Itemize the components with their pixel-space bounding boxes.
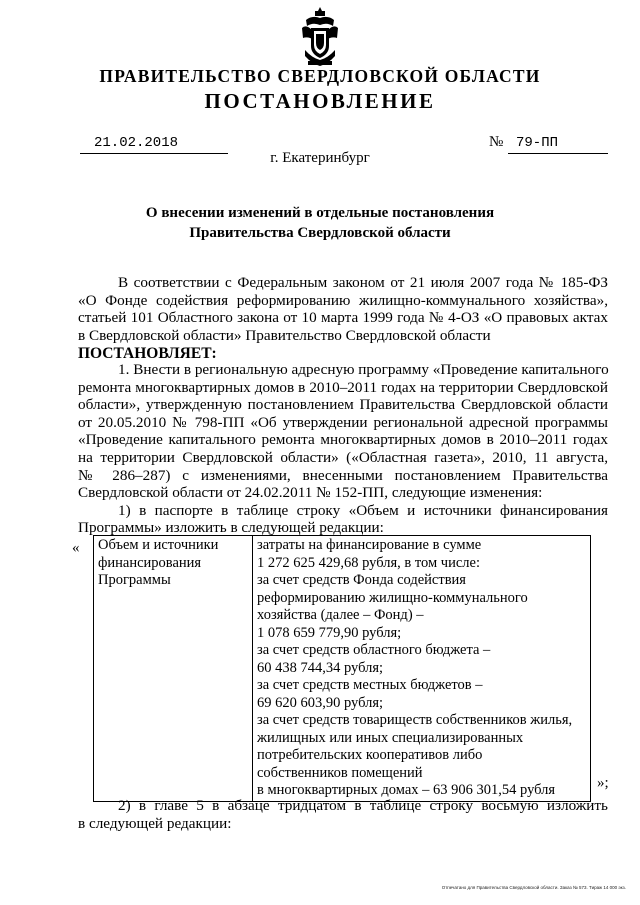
text-line: «О Фонде содействия реформированию жилищно-коммунального хозяйства», — [78, 291, 608, 309]
coat-of-arms-icon — [300, 6, 340, 68]
cell-line: собственников помещений — [257, 764, 423, 781]
subject-line: О внесении изменений в отдельные постановления — [145, 205, 495, 221]
item-2 — [78, 797, 608, 832]
cell-line: Объем и источники — [98, 537, 219, 553]
table-row — [94, 536, 591, 802]
cell-line: жилищных или иных специализированных — [257, 729, 524, 746]
cell-line: Программы — [98, 572, 171, 588]
cell-line: затраты на финансирование в сумме — [257, 537, 482, 553]
print-footer: Отпечатано для Правительства Свердловской области. Заказ № 573. Тираж 14 000 экз. — [441, 885, 626, 890]
text-line: статьей 101 Областного закона от 10 марта 1999 года № 4-ОЗ «О правовых актах — [78, 309, 608, 327]
number-sign: № — [489, 134, 504, 150]
cell-line: потребительских кооперативов либо — [257, 747, 483, 763]
document-type: ПОСТАНОВЛЕНИЕ — [204, 89, 436, 113]
text-line: 1) в паспорте в таблице строку «Объем и источники финансирования — [118, 501, 608, 519]
text-line: Свердловской области от 24.02.2011 № 152-ПП, следующие изменения: — [78, 484, 543, 502]
text-line: ремонта многоквартирных домов в 2010–2011 годах на территории Свердловской — [78, 378, 608, 396]
cell-line: хозяйства (далее – Фонд) – — [257, 607, 424, 623]
text-line: в следующей редакции: — [78, 814, 232, 832]
text-line: 1. Внести в региональную адресную программу «Проведение капитального — [118, 361, 609, 378]
text-line: области», утвержденную постановлением Правительства Свердловской области — [78, 396, 608, 414]
table-cell-value — [253, 536, 591, 802]
cell-line: 60 438 744,34 рубля; — [257, 659, 384, 676]
subject-line: Правительства Свердловской области — [189, 225, 451, 241]
quote-open: « — [72, 540, 80, 556]
cell-line: за счет средств товариществ собственников жилья, — [257, 712, 573, 728]
resolves-heading: ПОСТАНОВЛЯЕТ: — [78, 345, 217, 362]
cell-line: реформированию жилищно-коммунального — [257, 589, 528, 606]
text-line: В соответствии с Федеральным законом от 21 июля 2007 года № 185-ФЗ — [118, 274, 608, 291]
cell-line: за счет средств областного бюджета – — [257, 642, 491, 658]
document-date: 21.02.2018 — [94, 135, 179, 151]
table-cell-label — [94, 536, 253, 802]
quote-close: »; — [597, 775, 609, 791]
text-line: № 286–287) с изменениями, внесенными постановлением Правительства — [78, 466, 608, 484]
text-line: «Проведение капитального ремонта многоквартирных домов в 2010–2011 годах — [78, 431, 608, 449]
text-line: Программы» изложить в следующей редакции: — [78, 519, 384, 537]
cell-line: 1 272 625 429,68 рубля, в том числе: — [257, 554, 480, 571]
cell-line: за счет средств Фонда содействия — [257, 572, 466, 588]
text-line: на территории Свердловской области» («Областная газета», 2010, 11 августа, — [78, 448, 608, 466]
government-title: ПРАВИТЕЛЬСТВО СВЕРДЛОВСКОЙ ОБЛАСТИ — [99, 66, 541, 86]
cell-line: в многоквартирных домах – 63 906 301,54 рубля — [257, 782, 556, 798]
cell-line: финансирования — [98, 554, 202, 571]
funding-table — [93, 535, 591, 802]
text-line: 2) в главе 5 в абзаце тридцатом в таблице строку восьмую изложить — [118, 797, 608, 814]
cell-line: 1 078 659 779,90 рубля; — [257, 624, 402, 641]
text-line: в Свердловской области» Правительство Свердловской области — [78, 326, 491, 344]
text-line: от 20.05.2010 № 798-ПП «Об утверждении региональной адресной программы — [78, 413, 608, 431]
cell-line: за счет средств местных бюджетов – — [257, 677, 483, 693]
cell-line: 69 620 603,90 рубля; — [257, 694, 384, 711]
preamble — [78, 274, 608, 344]
city: г. Екатеринбург — [270, 150, 370, 166]
item-1 — [78, 361, 608, 537]
document-number: 79-ПП — [516, 135, 559, 151]
subject-heading — [0, 203, 640, 243]
